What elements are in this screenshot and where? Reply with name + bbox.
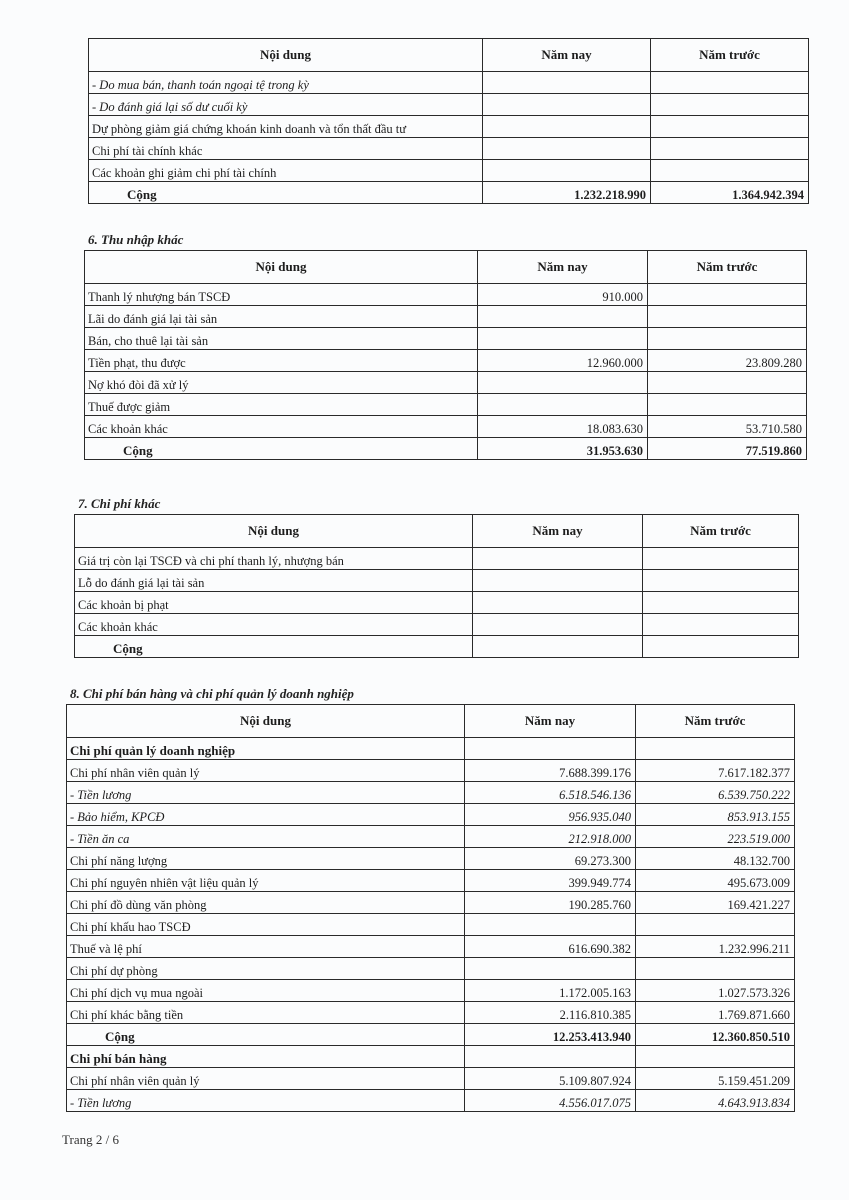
value-last-year xyxy=(643,548,799,570)
value-last-year: 853.913.155 xyxy=(636,804,795,826)
table-row xyxy=(67,914,795,936)
value-last-year xyxy=(651,94,809,116)
table-row xyxy=(89,94,809,116)
row-label: Chi phí nguyên nhiên vật liệu quản lý xyxy=(67,870,465,892)
table-row xyxy=(67,826,795,848)
value-last-year: 169.421.227 xyxy=(636,892,795,914)
table-row xyxy=(75,548,799,570)
row-label: - Do mua bán, thanh toán ngoại tệ trong kỳ xyxy=(89,72,483,94)
row-label: Chi phí nhân viên quản lý xyxy=(67,760,465,782)
value-last-year xyxy=(648,372,807,394)
value-this-year: 69.273.300 xyxy=(465,848,636,870)
header-last-year: Năm trước xyxy=(648,251,807,284)
row-label: Chi phí nhân viên quản lý xyxy=(67,1068,465,1090)
table-row xyxy=(67,936,795,958)
row-label: Thanh lý nhượng bán TSCĐ xyxy=(85,284,478,306)
value-last-year: 1.027.573.326 xyxy=(636,980,795,1002)
row-label: - Bảo hiểm, KPCĐ xyxy=(67,804,465,826)
section-title-other-income: 6. Thu nhập khác xyxy=(88,232,184,247)
value-this-year xyxy=(483,160,651,182)
table-header-row xyxy=(67,705,795,738)
row-label: Chi phí dịch vụ mua ngoài xyxy=(67,980,465,1002)
value-last-year xyxy=(636,958,795,980)
value-this-year xyxy=(478,394,648,416)
value-this-year: 7.688.399.176 xyxy=(465,760,636,782)
table-row xyxy=(67,1090,795,1112)
value-this-year: 2.116.810.385 xyxy=(465,1002,636,1024)
value-this-year xyxy=(473,614,643,636)
table-row xyxy=(67,980,795,1002)
table-row xyxy=(67,804,795,826)
row-label: - Tiền lương xyxy=(67,782,465,804)
header-content: Nội dung xyxy=(89,39,483,72)
value-last-year: 7.617.182.377 xyxy=(636,760,795,782)
value-last-year: 495.673.009 xyxy=(636,870,795,892)
row-label: Lãi do đánh giá lại tài sản xyxy=(85,306,478,328)
row-label: Cộng xyxy=(85,438,478,460)
row-label: Các khoản khác xyxy=(75,614,473,636)
value-this-year xyxy=(465,914,636,936)
value-last-year xyxy=(643,592,799,614)
value-this-year xyxy=(483,72,651,94)
row-label: Các khoản bị phạt xyxy=(75,592,473,614)
value-last-year xyxy=(651,72,809,94)
value-this-year: 1.172.005.163 xyxy=(465,980,636,1002)
row-label: Chi phí tài chính khác xyxy=(89,138,483,160)
value-this-year: 4.556.017.075 xyxy=(465,1090,636,1112)
header-this-year: Năm nay xyxy=(473,515,643,548)
value-this-year xyxy=(473,592,643,614)
value-last-year xyxy=(651,138,809,160)
value-last-year: 1.769.871.660 xyxy=(636,1002,795,1024)
header-last-year: Năm trước xyxy=(651,39,809,72)
header-this-year: Năm nay xyxy=(465,705,636,738)
total-row xyxy=(85,438,807,460)
table-header-row xyxy=(89,39,809,72)
value-this-year xyxy=(483,94,651,116)
value-this-year: 18.083.630 xyxy=(478,416,648,438)
value-this-year: 6.518.546.136 xyxy=(465,782,636,804)
row-label: Chi phí quản lý doanh nghiệp xyxy=(67,738,465,760)
value-last-year: 223.519.000 xyxy=(636,826,795,848)
financial-expenses-table xyxy=(88,38,809,204)
row-label: Các khoản ghi giảm chi phí tài chính xyxy=(89,160,483,182)
value-last-year xyxy=(643,636,799,658)
header-last-year: Năm trước xyxy=(636,705,795,738)
page-number: Trang 2 / 6 xyxy=(62,1132,119,1147)
section-title-other-expenses: 7. Chi phí khác xyxy=(78,496,161,511)
value-last-year: 6.539.750.222 xyxy=(636,782,795,804)
value-this-year xyxy=(478,328,648,350)
value-last-year: 53.710.580 xyxy=(648,416,807,438)
table-row xyxy=(67,892,795,914)
value-this-year xyxy=(473,636,643,658)
table-row xyxy=(67,870,795,892)
table-row xyxy=(67,1002,795,1024)
row-label: Tiền phạt, thu được xyxy=(85,350,478,372)
table-row xyxy=(75,592,799,614)
value-last-year xyxy=(651,160,809,182)
table-row xyxy=(75,614,799,636)
table-header-row xyxy=(85,251,807,284)
value-last-year xyxy=(648,306,807,328)
row-label: - Tiền ăn ca xyxy=(67,826,465,848)
value-last-year: 48.132.700 xyxy=(636,848,795,870)
value-last-year: 1.232.996.211 xyxy=(636,936,795,958)
value-this-year: 12.253.413.940 xyxy=(465,1024,636,1046)
value-last-year: 5.159.451.209 xyxy=(636,1068,795,1090)
value-this-year: 1.232.218.990 xyxy=(483,182,651,204)
table-row xyxy=(67,760,795,782)
value-this-year xyxy=(473,548,643,570)
group-header-row xyxy=(67,738,795,760)
value-this-year xyxy=(473,570,643,592)
row-label: Chi phí bán hàng xyxy=(67,1046,465,1068)
value-last-year xyxy=(648,328,807,350)
value-this-year: 212.918.000 xyxy=(465,826,636,848)
value-last-year xyxy=(636,914,795,936)
table-row xyxy=(85,328,807,350)
header-content: Nội dung xyxy=(75,515,473,548)
table-row xyxy=(85,394,807,416)
row-label: Chi phí khấu hao TSCĐ xyxy=(67,914,465,936)
row-label: Các khoản khác xyxy=(85,416,478,438)
table-row xyxy=(89,138,809,160)
value-this-year: 190.285.760 xyxy=(465,892,636,914)
row-label: Cộng xyxy=(75,636,473,658)
row-label: Chi phí khác bằng tiền xyxy=(67,1002,465,1024)
row-label: Thuế và lệ phí xyxy=(67,936,465,958)
row-label: Nợ khó đòi đã xử lý xyxy=(85,372,478,394)
header-this-year: Năm nay xyxy=(478,251,648,284)
value-last-year xyxy=(648,284,807,306)
table-row xyxy=(67,848,795,870)
value-last-year: 23.809.280 xyxy=(648,350,807,372)
row-label: Dự phòng giảm giá chứng khoán kinh doanh và tổn thất đầu tư xyxy=(89,116,483,138)
table-row xyxy=(89,116,809,138)
value-last-year: 1.364.942.394 xyxy=(651,182,809,204)
other-expenses-table xyxy=(74,514,799,658)
value-this-year: 910.000 xyxy=(478,284,648,306)
row-label: Chi phí dự phòng xyxy=(67,958,465,980)
table-row xyxy=(85,306,807,328)
table-row xyxy=(67,1068,795,1090)
total-row xyxy=(75,636,799,658)
value-this-year: 5.109.807.924 xyxy=(465,1068,636,1090)
value-this-year: 956.935.040 xyxy=(465,804,636,826)
value-this-year: 399.949.774 xyxy=(465,870,636,892)
value-last-year: 12.360.850.510 xyxy=(636,1024,795,1046)
header-content: Nội dung xyxy=(67,705,465,738)
table-row xyxy=(89,72,809,94)
selling-admin-expenses-table xyxy=(66,704,795,1112)
value-this-year xyxy=(478,372,648,394)
row-label: - Do đánh giá lại số dư cuối kỳ xyxy=(89,94,483,116)
total-row xyxy=(89,182,809,204)
row-label: - Tiền lương xyxy=(67,1090,465,1112)
row-label: Cộng xyxy=(89,182,483,204)
value-last-year: 4.643.913.834 xyxy=(636,1090,795,1112)
row-label: Thuế được giảm xyxy=(85,394,478,416)
row-label: Cộng xyxy=(67,1024,465,1046)
group-header-row xyxy=(67,1046,795,1068)
row-label: Chi phí năng lượng xyxy=(67,848,465,870)
row-label: Giá trị còn lại TSCĐ và chi phí thanh lý, nhượng bán xyxy=(75,548,473,570)
value-this-year: 31.953.630 xyxy=(478,438,648,460)
value-this-year xyxy=(465,738,636,760)
value-this-year xyxy=(465,1046,636,1068)
value-last-year xyxy=(643,570,799,592)
table-row xyxy=(75,570,799,592)
row-label: Bán, cho thuê lại tài sản xyxy=(85,328,478,350)
value-last-year xyxy=(636,1046,795,1068)
header-this-year: Năm nay xyxy=(483,39,651,72)
value-this-year xyxy=(465,958,636,980)
value-last-year: 77.519.860 xyxy=(648,438,807,460)
value-last-year xyxy=(643,614,799,636)
header-content: Nội dung xyxy=(85,251,478,284)
row-label: Chi phí đồ dùng văn phòng xyxy=(67,892,465,914)
table-row xyxy=(67,782,795,804)
table-row xyxy=(85,350,807,372)
table-row xyxy=(67,958,795,980)
value-last-year xyxy=(636,738,795,760)
table-row xyxy=(85,284,807,306)
table-row xyxy=(85,416,807,438)
table-header-row xyxy=(75,515,799,548)
value-this-year xyxy=(483,138,651,160)
section-title-selling-admin-expenses: 8. Chi phí bán hàng và chi phí quản lý doanh nghiệp xyxy=(70,686,354,701)
value-last-year xyxy=(648,394,807,416)
total-row xyxy=(67,1024,795,1046)
other-income-table xyxy=(84,250,807,460)
value-this-year xyxy=(483,116,651,138)
value-this-year xyxy=(478,306,648,328)
header-last-year: Năm trước xyxy=(643,515,799,548)
value-this-year: 12.960.000 xyxy=(478,350,648,372)
value-last-year xyxy=(651,116,809,138)
row-label: Lỗ do đánh giá lại tài sản xyxy=(75,570,473,592)
table-row xyxy=(85,372,807,394)
value-this-year: 616.690.382 xyxy=(465,936,636,958)
table-row xyxy=(89,160,809,182)
